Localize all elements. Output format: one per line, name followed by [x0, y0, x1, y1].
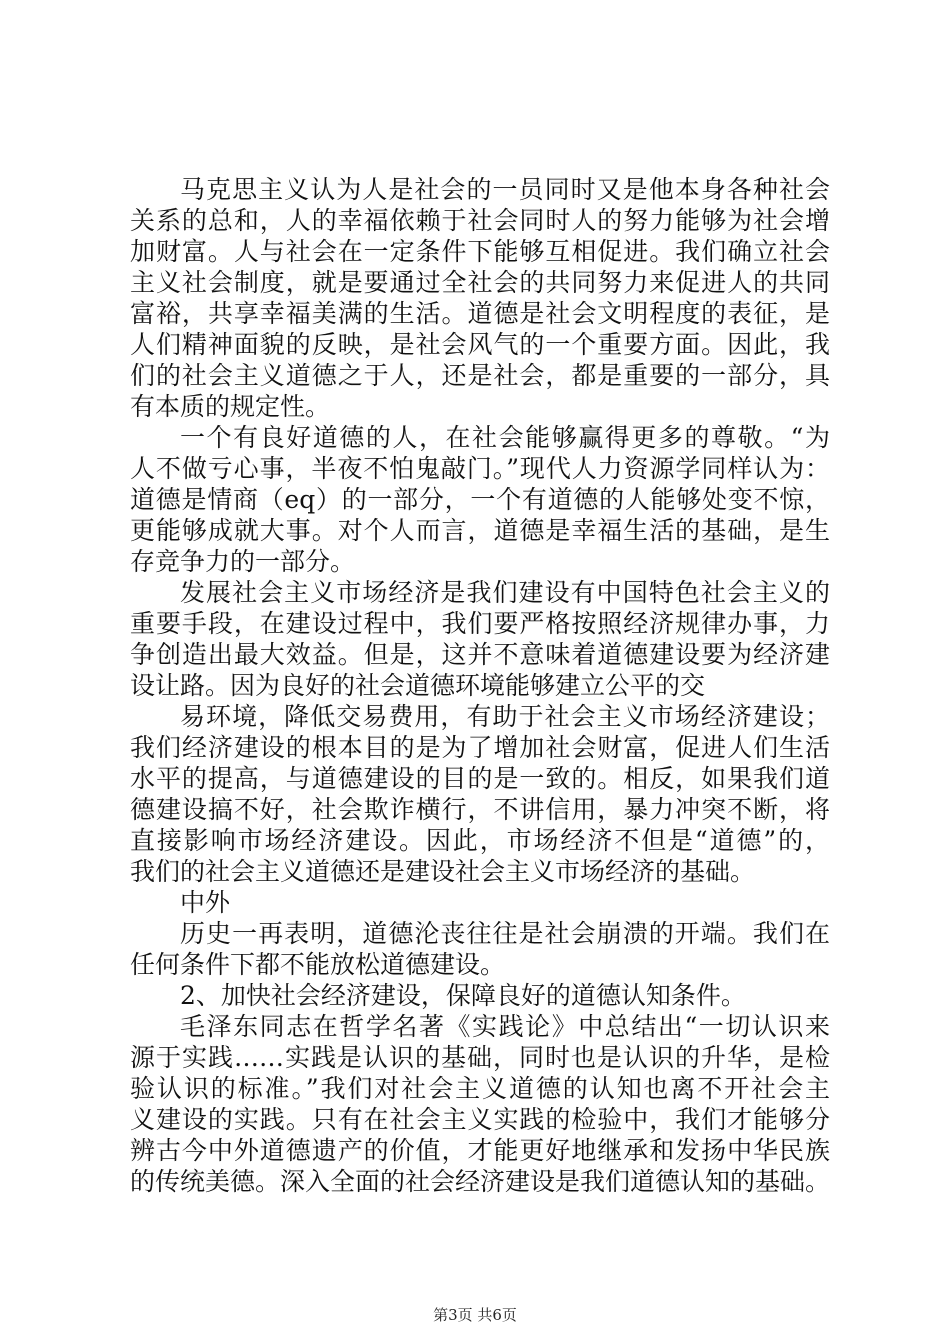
text-line: 源于实践……实践是认识的基础，同时也是认识的升华，是检 — [130, 1043, 830, 1072]
text-line: 历史一再表明，道德沦丧往往是社会崩溃的开端。我们在 — [180, 919, 830, 948]
text-line: 水平的提高，与道德建设的目的是一致的。相反，如果我们道 — [130, 764, 830, 793]
text-line: 道德是情商（eq）的一部分，一个有道德的人能够处变不惊， — [130, 485, 830, 514]
text-line: 有本质的规定性。 — [130, 392, 331, 421]
section-heading: 2、加快社会经济建设，保障良好的道德认知条件。 — [180, 981, 746, 1010]
text-line: 中外 — [180, 888, 231, 917]
text-line: 验认识的标准。”我们对社会主义道德的认知也离不开社会主 — [130, 1074, 830, 1103]
text-line: 争创造出最大效益。但是，这并不意味着道德建设要为经济建 — [130, 640, 830, 669]
text-line: 设让路。因为良好的社会道德环境能够建立公平的交 — [130, 671, 706, 700]
text-line: 更能够成就大事。对个人而言，道德是幸福生活的基础，是生 — [130, 516, 830, 545]
text-line: 加财富。人与社会在一定条件下能够互相促进。我们确立社会 — [130, 237, 830, 266]
text-line: 的传统美德。深入全面的社会经济建设是我们道德认知的基础。 — [130, 1167, 831, 1196]
text-line: 我们的社会主义道德还是建设社会主义市场经济的基础。 — [130, 857, 756, 886]
text-line: 们的社会主义道德之于人，还是社会，都是重要的一部分，具 — [130, 361, 830, 390]
text-line: 辨古今中外道德遗产的价值，才能更好地继承和发扬中华民族 — [130, 1136, 830, 1165]
text-line: 人不做亏心事，半夜不怕鬼敲门。”现代人力资源学同样认为： — [130, 454, 830, 483]
text-line: 毛泽东同志在哲学名著《实践论》中总结出“一切认识来 — [180, 1012, 830, 1041]
text-line: 主义社会制度，就是要通过全社会的共同努力来促进人的共同 — [130, 268, 830, 297]
text-line: 易环境，降低交易费用，有助于社会主义市场经济建设； — [180, 702, 830, 731]
text-line: 富裕，共享幸福美满的生活。道德是社会文明程度的表征，是 — [130, 299, 830, 328]
text-line: 存竞争力的一部分。 — [130, 547, 356, 576]
text-line: 义建设的实践。只有在社会主义实践的检验中，我们才能够分 — [130, 1105, 830, 1134]
page-number-footer: 第3页 共6页 — [433, 1306, 517, 1324]
text-line: 发展社会主义市场经济是我们建设有中国特色社会主义的 — [180, 578, 830, 607]
text-line: 一个有良好道德的人，在社会能够赢得更多的尊敬。“为 — [180, 423, 830, 452]
text-line: 直接影响市场经济建设。因此，市场经济不但是“道德”的， — [130, 826, 830, 855]
text-line: 重要手段，在建设过程中，我们要严格按照经济规律办事，力 — [130, 609, 830, 638]
text-line: 关系的总和，人的幸福依赖于社会同时人的努力能够为社会增 — [130, 206, 830, 235]
text-line: 我们经济建设的根本目的是为了增加社会财富，促进人们生活 — [130, 733, 830, 762]
text-line: 德建设搞不好，社会欺诈横行，不讲信用，暴力冲突不断，将 — [130, 795, 830, 824]
text-line: 马克思主义认为人是社会的一员同时又是他本身各种社会 — [180, 175, 830, 204]
text-line: 人们精神面貌的反映，是社会风气的一个重要方面。因此，我 — [130, 330, 830, 359]
text-line: 任何条件下都不能放松道德建设。 — [130, 950, 506, 979]
